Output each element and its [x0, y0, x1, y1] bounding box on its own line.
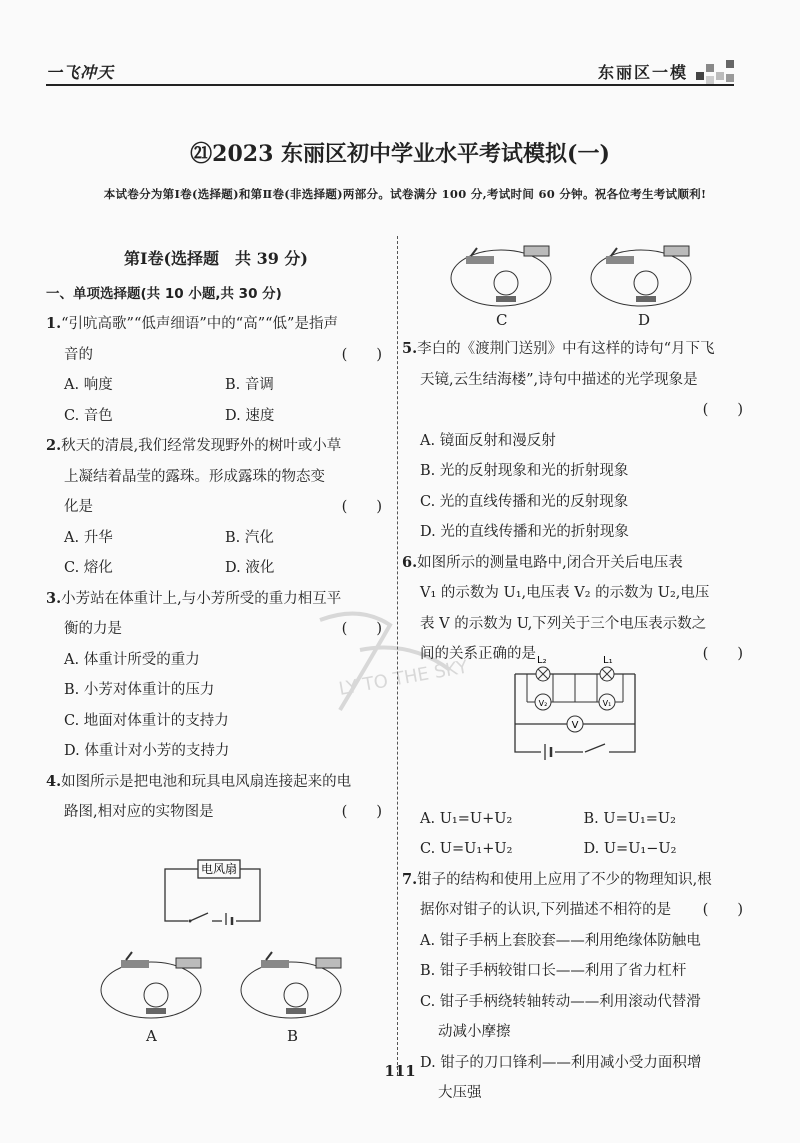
header-brand: 一飞冲天: [46, 63, 115, 82]
question-text: 秋天的清晨,我们经常发现野外的树叶或小草: [61, 438, 342, 454]
question-number: 3.: [46, 589, 62, 607]
options: [46, 645, 386, 767]
option-a: A. 镜面反射和漫反射: [420, 432, 556, 449]
question-number: 7.: [402, 870, 418, 888]
picture-a: [96, 950, 216, 1025]
page-number: 111: [384, 1062, 416, 1080]
option-d: D. 光的直线传播和光的折射现象: [420, 524, 629, 540]
voltmeter-v2-label: V₂: [538, 699, 548, 708]
question-text: V₁ 的示数为 U₁,电压表 V₂ 的示数为 U₂,电压: [420, 585, 710, 601]
option-c: C. 地面对体重计的支持力: [64, 712, 229, 729]
question-text: 钳子的结构和使用上应用了不少的物理知识,根: [417, 871, 712, 888]
watermark-text: LY TO THE SKY: [337, 656, 470, 700]
question-text: 小芳站在体重计上,与小芳所受的重力相互平: [61, 590, 342, 607]
voltmeter-v-label: V: [571, 720, 579, 731]
question-4: [46, 767, 386, 828]
option-b: B. 小芳对体重计的压力: [64, 682, 215, 698]
fan-label: 电风扇: [200, 862, 238, 876]
option-a: A. 升华: [64, 529, 113, 546]
left-column: [46, 244, 386, 828]
option-c: C. 钳子手柄绕转轴转动——利用滚动代替滑: [420, 993, 701, 1010]
voltmeter-circuit-diagram: [505, 652, 655, 762]
question-text: 李白的《渡荆门送别》中有这样的诗句“月下飞: [417, 341, 715, 357]
part-title: 一、单项选择题(共 10 小题,共 30 分): [46, 285, 282, 302]
question-number: 1.: [46, 315, 62, 332]
question-text: 据你对钳子的认识,下列描述不相符的是: [420, 902, 672, 918]
option-d: D. 体重计对小芳的支持力: [64, 743, 230, 759]
option-c-cont: 动减小摩擦: [438, 1024, 511, 1040]
options: [402, 426, 747, 548]
question-2: [46, 431, 386, 584]
question-text: 上凝结着晶莹的露珠。形成露珠的物态变: [64, 468, 325, 485]
question-text: 间的关系正确的是: [420, 646, 536, 662]
answer-paren: ( ): [341, 804, 382, 820]
picture-c: [446, 238, 566, 313]
question-text: 路图,相对应的实物图是: [64, 804, 214, 820]
picture-label-d: D: [638, 311, 651, 329]
picture-b: [236, 950, 356, 1025]
options: [402, 926, 747, 1109]
question-number: 2.: [46, 437, 62, 454]
question-text: “引吭高歌”“低声细语”中的“高”“低”是指声: [61, 316, 338, 332]
answer-paren: ( ): [341, 499, 382, 515]
exam-title: ㉑2023 东丽区初中学业水平考试模拟(一): [190, 141, 610, 167]
fan-circuit-diagram: [160, 855, 270, 925]
options: [46, 523, 386, 584]
option-d-cont: 大压强: [438, 1085, 482, 1101]
option-a: A. 体重计所受的重力: [64, 651, 200, 668]
option-c: C. U=U₁+U₂: [420, 841, 513, 857]
option-b: B. U=U₁=U₂: [583, 810, 676, 827]
option-b: B. 音调: [225, 377, 274, 393]
lamp-l1-label: L₁: [603, 655, 613, 666]
option-d: D. 钳子的刀口锋利——利用减小受力面积增: [420, 1054, 702, 1071]
option-b: B. 钳子手柄较钳口长——利用了省力杠杆: [420, 963, 687, 979]
option-a: A. 响度: [64, 377, 113, 393]
question-5: [402, 334, 747, 548]
header-exam-name: 东丽区一模: [597, 63, 688, 82]
question-number: 4.: [46, 772, 62, 790]
voltmeter-v1-label: V₁: [602, 699, 612, 708]
section-title: 第Ⅰ卷(选择题 共 39 分): [123, 249, 309, 268]
option-b: B. 汽化: [225, 529, 274, 546]
options: [46, 370, 386, 431]
option-d: D. 液化: [225, 560, 275, 576]
answer-paren: ( ): [702, 902, 743, 918]
exam-instructions: 本试卷分为第Ⅰ卷(选择题)和第Ⅱ卷(非选择题)两部分。试卷满分 100 分,考试时间 60 分钟。祝各位考生考试顺利!: [103, 187, 707, 201]
option-a: A. 钳子手柄上套胶套——利用绝缘体防触电: [420, 932, 701, 949]
options: [402, 804, 747, 865]
lamp-l2-label: L₂: [537, 655, 547, 666]
option-b: B. 光的反射现象和光的折射现象: [420, 463, 629, 479]
question-number: 5.: [402, 340, 418, 357]
picture-label-a: A: [146, 1027, 157, 1045]
option-c: C. 音色: [64, 407, 113, 424]
question-text: 衡的力是: [64, 621, 122, 637]
question-number: 6.: [402, 553, 418, 571]
question-text: 如图所示的测量电路中,闭合开关后电压表: [417, 554, 683, 571]
question-3: [46, 584, 386, 767]
option-d: D. U=U₁−U₂: [583, 841, 677, 857]
question-text: 音的: [64, 346, 93, 363]
picture-d: [586, 238, 706, 313]
answer-paren: ( ): [341, 346, 382, 363]
answer-paren: ( ): [702, 402, 743, 418]
question-text: 天镜,云生结海楼”,诗句中描述的光学现象是: [420, 371, 698, 388]
option-c: C. 光的直线传播和光的反射现象: [420, 493, 629, 510]
answer-paren: ( ): [702, 646, 743, 662]
header-decoration: [696, 56, 740, 86]
option-d: D. 速度: [225, 407, 275, 424]
answer-paren: ( ): [341, 621, 382, 637]
question-text: 表 V 的示数为 U,下列关于三个电压表示数之: [420, 615, 707, 632]
question-1: [46, 309, 386, 431]
picture-label-c: C: [496, 311, 508, 329]
header-rule: [46, 84, 734, 86]
option-c: C. 熔化: [64, 560, 113, 576]
question-text: 化是: [64, 499, 93, 515]
picture-label-b: B: [287, 1027, 299, 1045]
question-text: 如图所示是把电池和玩具电风扇连接起来的电: [61, 773, 352, 790]
option-a: A. U₁=U+U₂: [420, 810, 513, 827]
